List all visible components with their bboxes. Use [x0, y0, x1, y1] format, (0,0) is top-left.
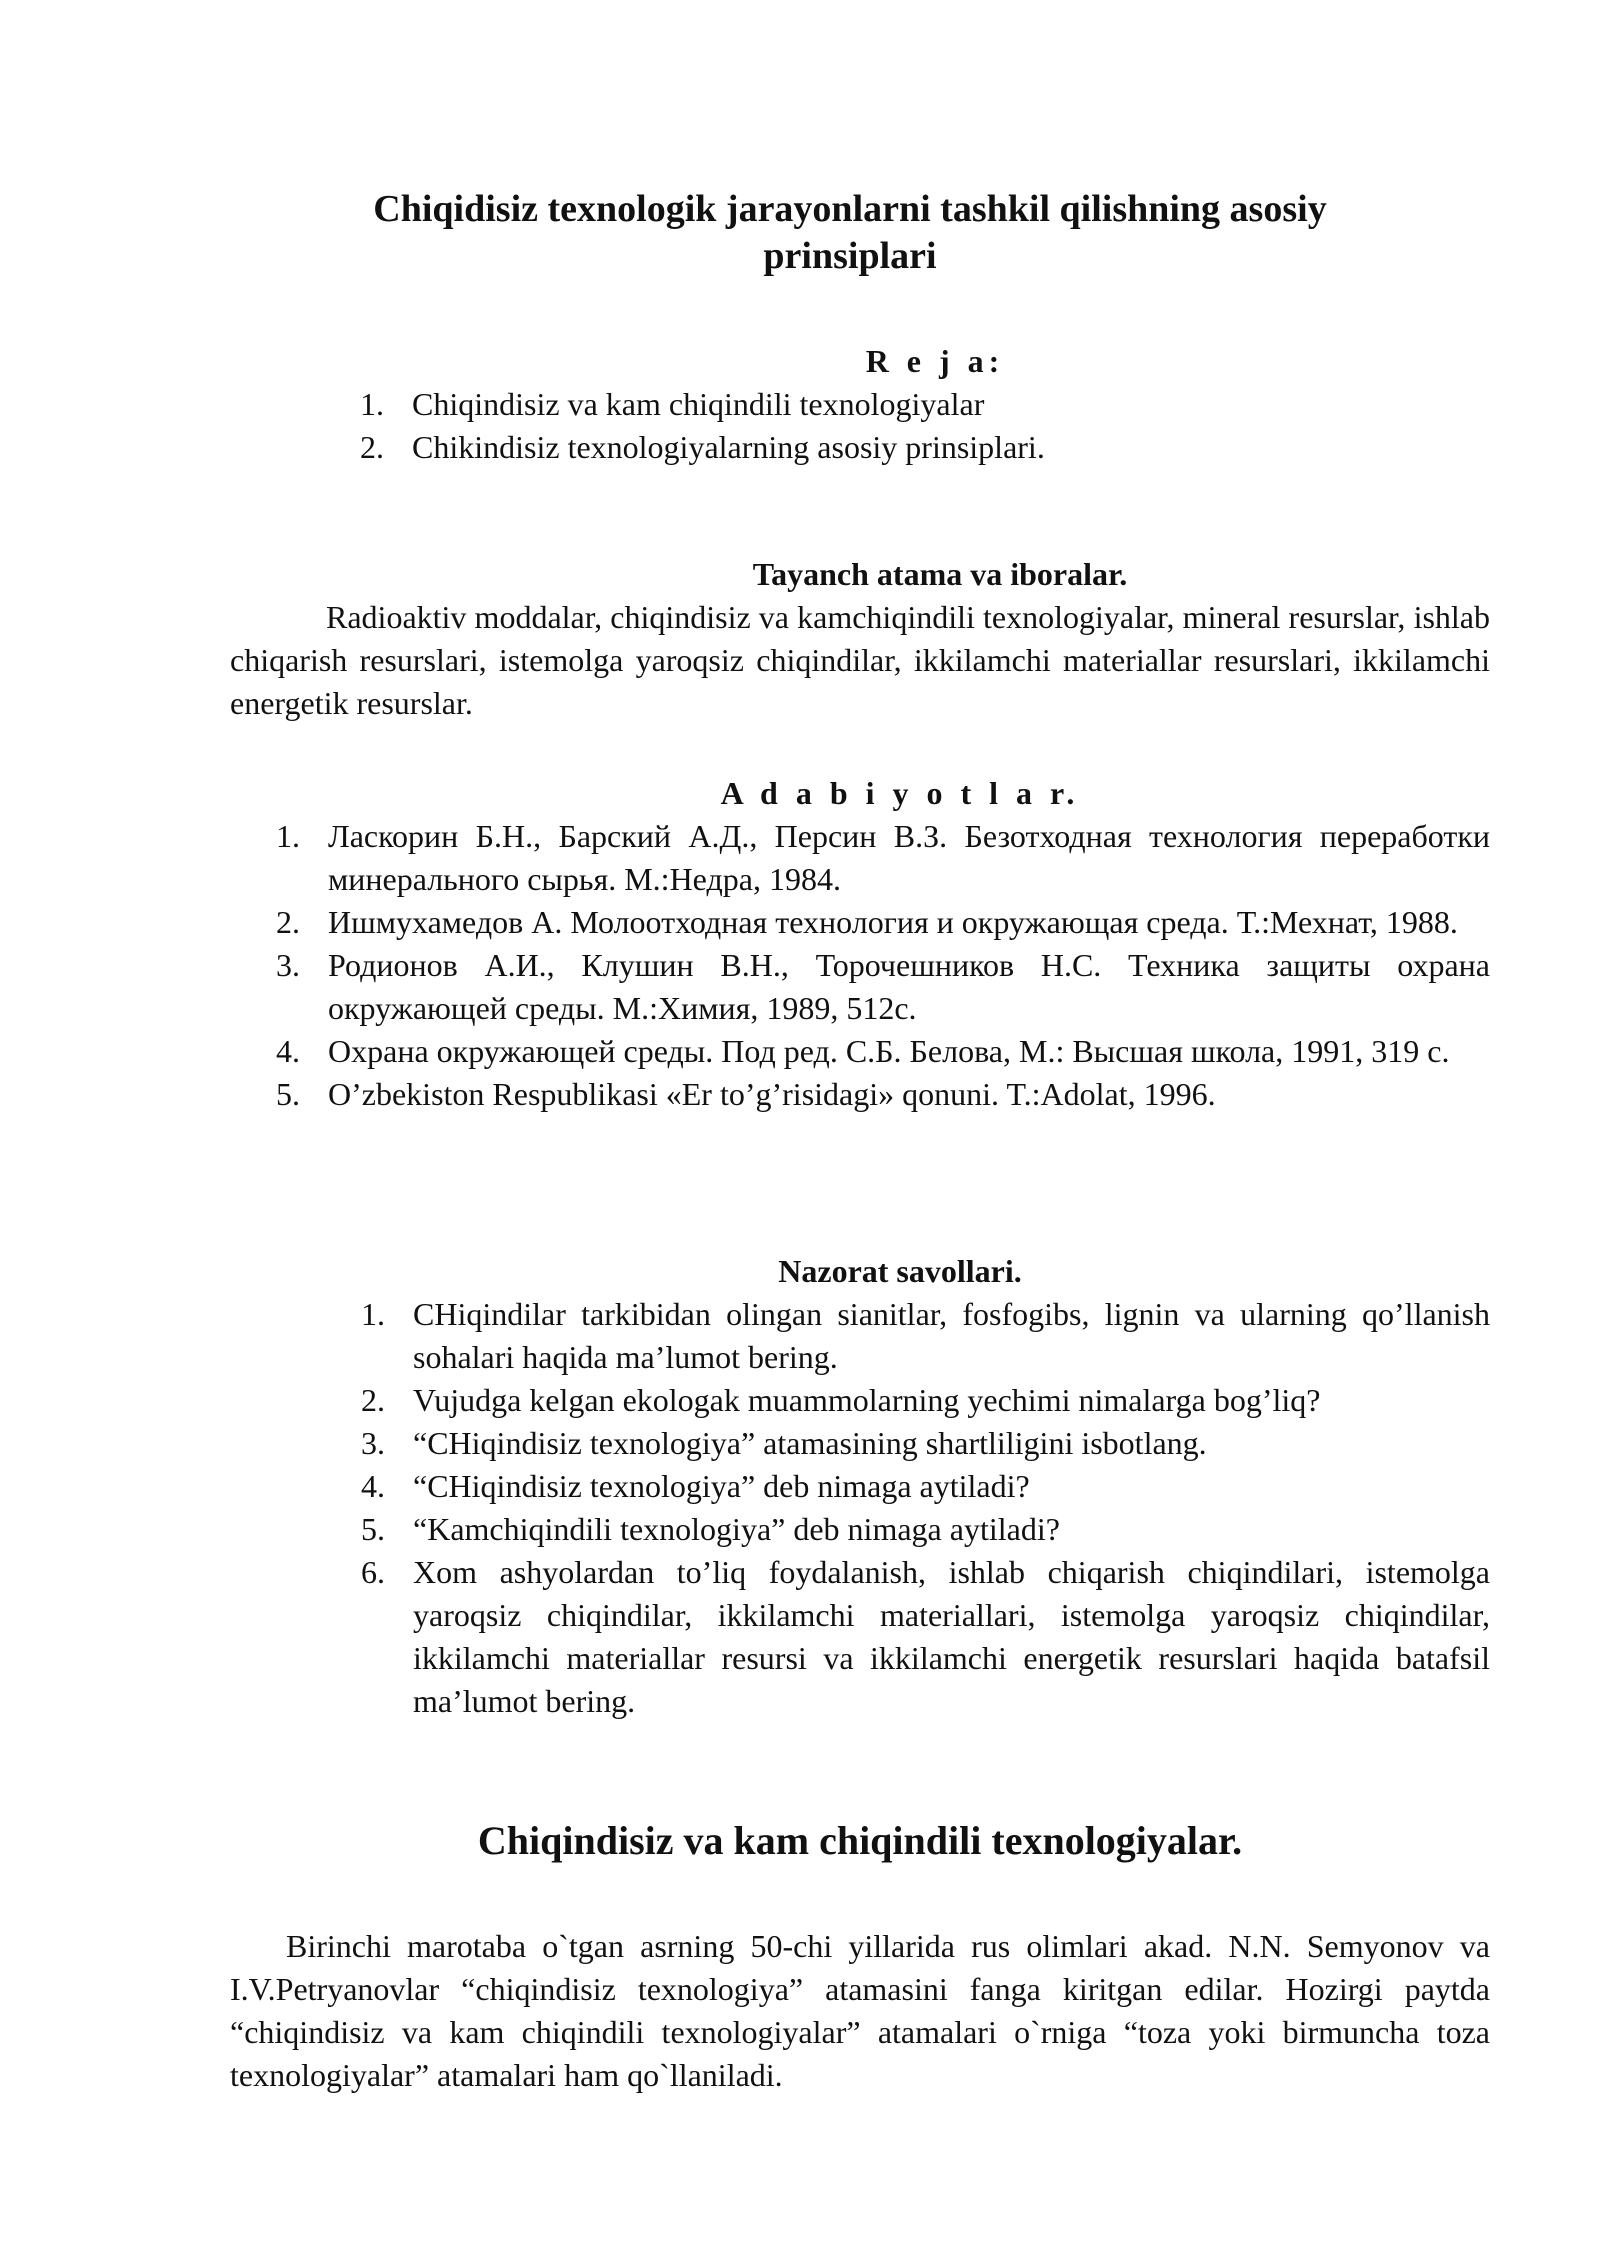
plan-item: 1. Chiqindisiz va kam chiqindili texnologiyalar: [360, 386, 985, 422]
question-item: 6. Xom ashyolardan to’liq foydalanish, ishlab chiqarish chiqindilari, istemolga yaroqsiz chiqindilar, ikkilamchi materiallari, istemolga yaroqsiz chiqindilar, ikkilamchi materiallar resursi va ikkilamchi energetik resurslari haqida batafsil ma’lumot bering.: [361, 1554, 1490, 1719]
document-title: Chiqidisiz texnologik jarayonlarni tashkil qilishning asosiy prinsiplari: [373, 188, 1327, 277]
question-item: 5. “Kamchiqindili texnologiya” deb nimaga aytiladi?: [361, 1511, 1060, 1547]
plan-heading: R e j a:: [865, 343, 1005, 379]
literature-item: 4. Охрана окружающей среды. Под ред. С.Б. Белова, М.: Высшая школа, 1991, 319 с.: [276, 1033, 1450, 1069]
literature-list: [276, 815, 1490, 1116]
plan-item: 2. Chikindisiz texnologiyalarning asosiy prinsiplari.: [360, 429, 1045, 465]
literature-item: 5. O’zbekiston Respublikasi «Er to’g’risidagi» qonuni. T.:Adolat, 1996.: [276, 1076, 1216, 1112]
questions-list: [361, 1293, 1490, 1723]
literature-heading: A d a b i y o t l a r.: [720, 775, 1080, 811]
literature-item: 1. Ласкорин Б.Н., Барский А.Д., Персин В.З. Безотходная технология переработки минерального сырья. М.:Недра, 1984.: [276, 818, 1490, 897]
question-item: 2. Vujudga kelgan ekologak muammolarning yechimi nimalarga bog’liq?: [361, 1382, 1321, 1418]
key-terms-text: Radioaktiv moddalar, chiqindisiz va kamchiqindili texnologiyalar, mineral resurslar, ishlab chiqarish resurslari, istemolga yaroqsiz chiqindilar, ikkilamchi materiallar resurslari, ikkilamchi energetik resurslar.: [230, 599, 1490, 721]
questions-heading: Nazorat savollari.: [778, 1253, 1022, 1289]
literature-item: 2. Ишмухамедов А. Молоотходная технология и окружающая среда. Т.:Мехнат, 1988.: [276, 904, 1458, 940]
question-item: 1. CHiqindilar tarkibidan olingan sianitlar, fosfogibs, lignin va ularning qo’llanish sohalari haqida ma’lumot bering.: [361, 1296, 1490, 1375]
plan-list: [360, 383, 1490, 469]
question-item: 4. “CHiqindisiz texnologiya” deb nimaga aytiladi?: [361, 1468, 1030, 1504]
question-item: 3. “CHiqindisiz texnologiya” atamasining shartliligini isbotlang.: [361, 1425, 1207, 1461]
section-paragraph: Birinchi marotaba o`tgan asrning 50-chi yillarida rus olimlari akad. N.N. Semyonov va I.V.Petryanovlar “chiqindisiz texnologiya” atamasini fanga kiritgan edilar. Hozirgi paytda “chiqindisiz va kam chiqindili texnologiyalar” atamalari o`rniga “toza yoki birmuncha toza texnologiyalar” atamalari ham qo`llaniladi.: [230, 1928, 1490, 2093]
key-terms-heading: Tayanch atama va iboralar.: [752, 556, 1128, 592]
section-heading: Chiqindisiz va kam chiqindili texnologiyalar.: [477, 1818, 1243, 1863]
literature-item: 3. Родионов А.И., Клушин В.Н., Торочешников Н.С. Техника защиты охрана окружающей среды. М.:Химия, 1989, 512с.: [276, 947, 1490, 1026]
